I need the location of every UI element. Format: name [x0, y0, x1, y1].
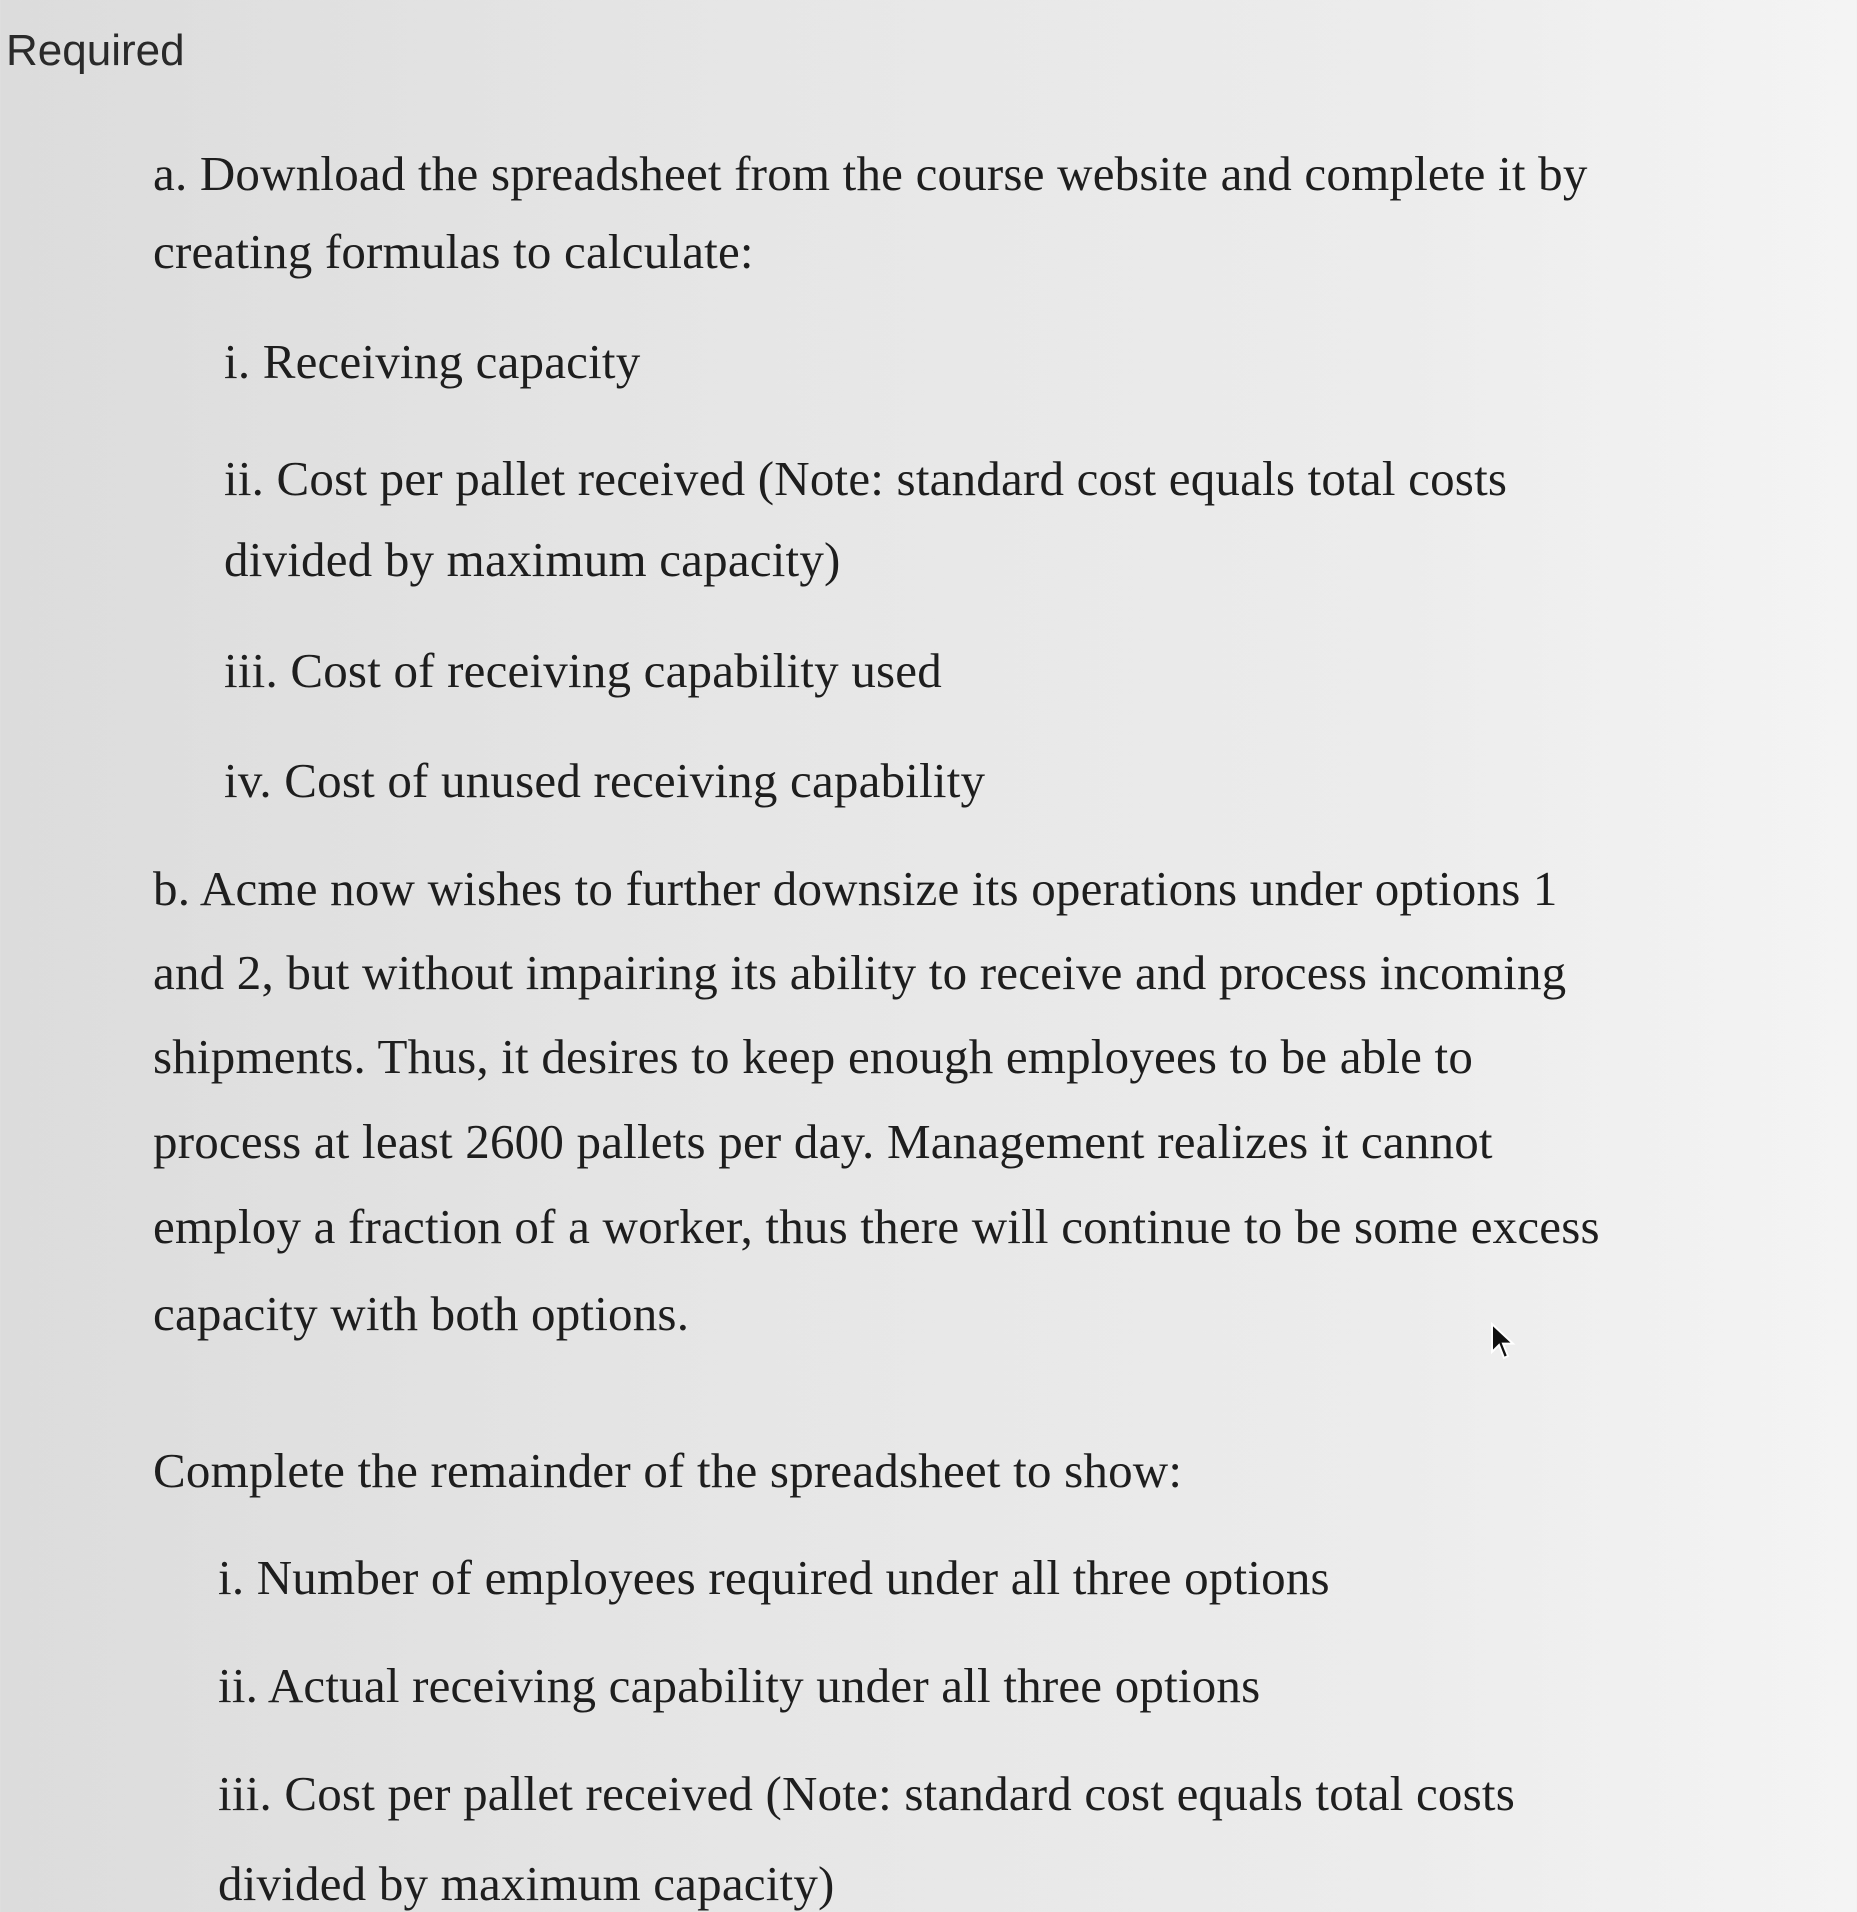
sub-item-a-ii-cont: divided by maximum capacity) — [224, 532, 841, 587]
requirement-b-line: shipments. Thus, it desires to keep enough employees to be able to — [153, 1029, 1474, 1084]
requirement-b-line: process at least 2600 pallets per day. Management realizes it cannot — [153, 1114, 1493, 1169]
mouse-pointer-icon — [1490, 1322, 1518, 1362]
sub-item-b-ii: ii. Actual receiving capability under all three options — [218, 1658, 1261, 1713]
sub-item-a-iii: iii. Cost of receiving capability used — [224, 643, 942, 698]
requirement-b-line: employ a fraction of a worker, thus there will continue to be some excess — [153, 1199, 1600, 1254]
requirement-b-line: capacity with both options. — [153, 1286, 690, 1341]
requirement-b-line: b. Acme now wishes to further downsize its operations under options 1 — [153, 861, 1558, 916]
requirement-a-line: creating formulas to calculate: — [153, 224, 754, 279]
sub-item-b-i: i. Number of employees required under all three options — [218, 1550, 1330, 1605]
sub-item-a-ii: ii. Cost per pallet received (Note: standard cost equals total costs — [224, 451, 1508, 506]
sub-item-a-iv: iv. Cost of unused receiving capability — [224, 753, 986, 808]
sub-item-b-iii-cont: divided by maximum capacity) — [218, 1856, 835, 1911]
sub-item-a-i: i. Receiving capacity — [224, 334, 641, 389]
sub-item-b-iii: iii. Cost per pallet received (Note: standard cost equals total costs — [218, 1766, 1515, 1821]
requirement-b-line: and 2, but without impairing its ability to receive and process incoming — [153, 945, 1567, 1000]
complete-instruction: Complete the remainder of the spreadsheet to show: — [153, 1443, 1183, 1498]
section-heading: Required — [6, 26, 185, 75]
requirement-a-line: a. Download the spreadsheet from the course website and complete it by — [153, 146, 1588, 201]
